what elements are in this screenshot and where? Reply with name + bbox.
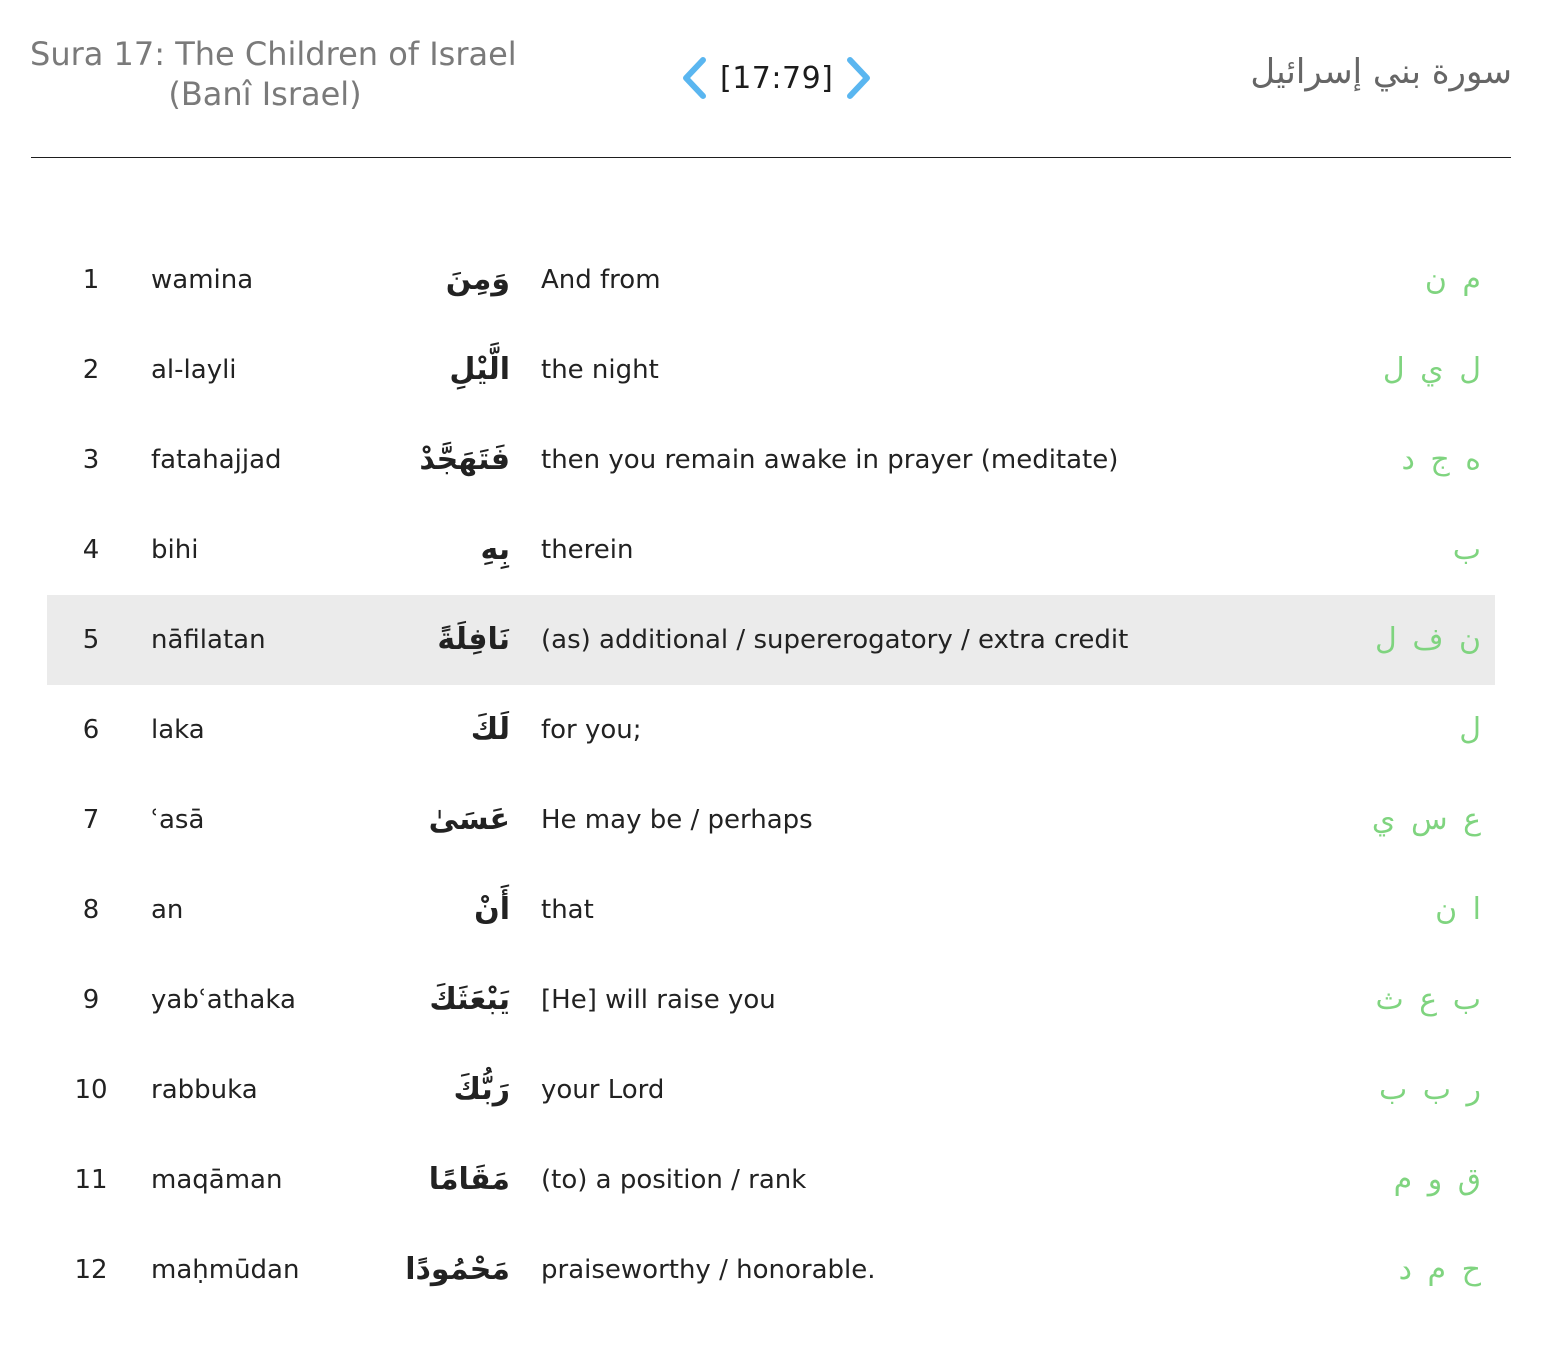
word-root-letters: ح م د — [1398, 1252, 1481, 1287]
word-transliteration: maḥmūdan — [151, 1255, 300, 1285]
sura-title-line2: (Banî Israel) — [168, 75, 362, 113]
word-transliteration: rabbuka — [151, 1075, 258, 1105]
word-row[interactable] — [47, 595, 1495, 685]
word-number: 9 — [82, 985, 100, 1015]
word-row[interactable] — [47, 685, 1495, 775]
word-transliteration: bihi — [151, 535, 199, 565]
word-transliteration: ʿasā — [151, 805, 205, 835]
arabic-sura-title: سورة بني إسرائيل — [1250, 52, 1512, 92]
word-meaning: And from — [541, 265, 661, 295]
word-row[interactable] — [47, 415, 1495, 505]
verse-reference: [17:79] — [720, 60, 834, 96]
word-root-letters: ع س ي — [1371, 802, 1481, 837]
word-arabic: أَنْ — [474, 892, 510, 927]
word-meaning: (as) additional / supererogatory / extra credit — [541, 625, 1129, 655]
word-meaning: your Lord — [541, 1075, 665, 1105]
word-arabic: الَّيْلِ — [449, 352, 510, 387]
word-table — [47, 235, 1495, 1315]
word-transliteration: an — [151, 895, 184, 925]
word-meaning: then you remain awake in prayer (meditate) — [541, 445, 1119, 475]
word-arabic: فَتَهَجَّدْ — [419, 442, 510, 477]
word-root-letters: ل ي ل — [1382, 352, 1481, 387]
word-meaning: the night — [541, 355, 659, 385]
word-row[interactable] — [47, 955, 1495, 1045]
word-root-letters: ن ف ل — [1375, 622, 1481, 657]
word-arabic: لَكَ — [470, 712, 510, 747]
word-row[interactable] — [47, 325, 1495, 415]
word-root-letters: ق و م — [1393, 1162, 1481, 1197]
word-number: 3 — [82, 445, 100, 475]
word-arabic: وَمِنَ — [445, 262, 510, 297]
word-number: 5 — [82, 625, 100, 655]
word-meaning: therein — [541, 535, 634, 565]
word-row[interactable] — [47, 1045, 1495, 1135]
word-root-letters: ر ب ب — [1378, 1072, 1481, 1107]
word-number: 11 — [74, 1165, 108, 1195]
word-row[interactable] — [47, 1225, 1495, 1315]
verse-navigator — [676, 52, 877, 104]
word-root-letters: ل — [1459, 712, 1481, 747]
word-arabic: نَافِلَةً — [437, 622, 510, 657]
word-number: 8 — [82, 895, 100, 925]
word-meaning: that — [541, 895, 594, 925]
chevron-right-icon — [844, 56, 874, 100]
word-row[interactable] — [47, 505, 1495, 595]
word-transliteration: maqāman — [151, 1165, 283, 1195]
word-row[interactable] — [47, 865, 1495, 955]
page-header — [0, 0, 1550, 158]
word-meaning: (to) a position / rank — [541, 1165, 807, 1195]
word-root-letters: ب ع ث — [1375, 982, 1481, 1017]
sura-title — [30, 34, 517, 114]
sura-title-line1: Sura 17: The Children of Israel — [30, 35, 517, 73]
word-meaning: He may be / perhaps — [541, 805, 813, 835]
word-meaning: [He] will raise you — [541, 985, 776, 1015]
word-number: 1 — [82, 265, 100, 295]
word-transliteration: wamina — [151, 265, 254, 295]
word-arabic: بِهِ — [480, 532, 510, 567]
word-row[interactable] — [47, 235, 1495, 325]
word-meaning: praiseworthy / honorable. — [541, 1255, 876, 1285]
word-arabic: يَبْعَثَكَ — [429, 982, 510, 1017]
word-arabic: مَقَامًا — [428, 1162, 510, 1197]
word-root-letters: ه ج د — [1401, 442, 1481, 477]
next-verse-button[interactable] — [841, 52, 877, 104]
word-arabic: رَبُّكَ — [453, 1072, 510, 1107]
word-transliteration: laka — [151, 715, 205, 745]
word-transliteration: fatahajjad — [151, 445, 282, 475]
word-number: 4 — [82, 535, 100, 565]
word-row[interactable] — [47, 1135, 1495, 1225]
word-meaning: for you; — [541, 715, 642, 745]
header-divider — [31, 157, 1511, 158]
word-row[interactable] — [47, 775, 1495, 865]
chevron-left-icon — [679, 56, 709, 100]
word-transliteration: al-layli — [151, 355, 237, 385]
word-arabic: عَسَىٰ — [428, 802, 510, 837]
word-root-letters: م ن — [1424, 262, 1481, 297]
word-root-letters: ب — [1452, 532, 1481, 567]
word-number: 12 — [74, 1255, 108, 1285]
word-arabic: مَحْمُودًا — [405, 1252, 510, 1287]
word-number: 6 — [82, 715, 100, 745]
prev-verse-button[interactable] — [676, 52, 712, 104]
word-number: 10 — [74, 1075, 108, 1105]
word-transliteration: nāfilatan — [151, 625, 266, 655]
word-number: 7 — [82, 805, 100, 835]
word-transliteration: yabʿathaka — [151, 985, 296, 1015]
word-root-letters: ا ن — [1435, 892, 1481, 927]
word-number: 2 — [82, 355, 100, 385]
